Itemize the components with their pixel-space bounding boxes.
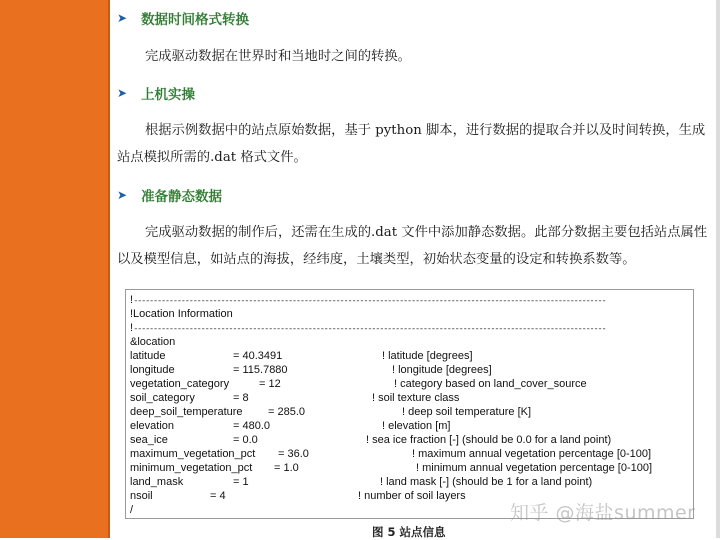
figure-caption: 图 5 站点信息 (372, 525, 446, 539)
bullet-arrow-icon: ➤ (117, 86, 128, 100)
code-entry-elevation: elevation = 480.0 ! elevation [m] (130, 420, 451, 432)
section-heading-text: 准备静态数据 (141, 189, 223, 205)
code-section-title: !Location Information (130, 308, 233, 320)
code-figure-box (125, 289, 694, 519)
code-entry-latitude: latitude = 40.3491 ! latitude [degrees] (130, 350, 473, 362)
namelist-start: &location (130, 336, 176, 348)
section-paragraph: 完成驱动数据的制作后，还需在生成的.dat 文件中添加静态数据。此部分数据主要包括站点属性以及模型信息，如站点的海拔，经纬度，土壤类型，初始状态变量的设定和转换系数等。 (117, 225, 708, 267)
code-entry-maximum-vegetation-pct: maximum_vegetation_pct = 36.0 ! maximum annual vegetation percentage [0-100] (130, 448, 652, 460)
left-orange-sidebar (0, 0, 110, 538)
namelist-end: / (130, 504, 134, 516)
divider-line-top: !----------------------------------------------------------------------------------------------------------------------- (130, 294, 606, 306)
code-entry-nsoil: nsoil = 4 ! number of soil layers (130, 490, 466, 502)
section-heading-time-format (117, 8, 249, 28)
section-heading-hands-on (117, 83, 195, 103)
code-entry-soil-category: soil_category = 8 ! soil texture class (130, 392, 460, 404)
divider-line-bottom: !----------------------------------------------------------------------------------------------------------------------- (130, 322, 606, 334)
section-heading-text: 上机实操 (141, 87, 196, 103)
code-entry-longitude: longitude = 115.7880 ! longitude [degrees] (130, 364, 492, 376)
scrollbar-edge (716, 0, 720, 538)
code-entry-land-mask: land_mask = 1 ! land mask [-] (should be 1 for a land point) (130, 476, 593, 488)
code-entry-deep-soil-temperature: deep_soil_temperature = 285.0 ! deep soil temperature [K] (130, 406, 532, 418)
code-entry-sea-ice: sea_ice = 0.0 ! sea ice fraction [-] (should be 0.0 for a land point) (130, 434, 612, 446)
bullet-arrow-icon: ➤ (117, 11, 128, 25)
code-entry-minimum-vegetation-pct: minimum_vegetation_pct = 1.0 ! minimum annual vegetation percentage [0-100] (130, 462, 653, 474)
section-paragraph: 根据示例数据中的站点原始数据，基于 python 脚本，进行数据的提取合并以及时间转换，生成站点模拟所需的.dat 格式文件。 (117, 123, 706, 165)
section-heading-static-data (117, 185, 222, 205)
bullet-arrow-icon: ➤ (117, 188, 128, 202)
watermark: 知乎 @海盐summer (510, 502, 696, 524)
code-entry-vegetation-category: vegetation_category = 12 ! category based on land_cover_source (130, 378, 587, 390)
section-paragraph: 完成驱动数据在世界时和当地时之间的转换。 (145, 49, 411, 64)
section-heading-text: 数据时间格式转换 (141, 12, 250, 28)
